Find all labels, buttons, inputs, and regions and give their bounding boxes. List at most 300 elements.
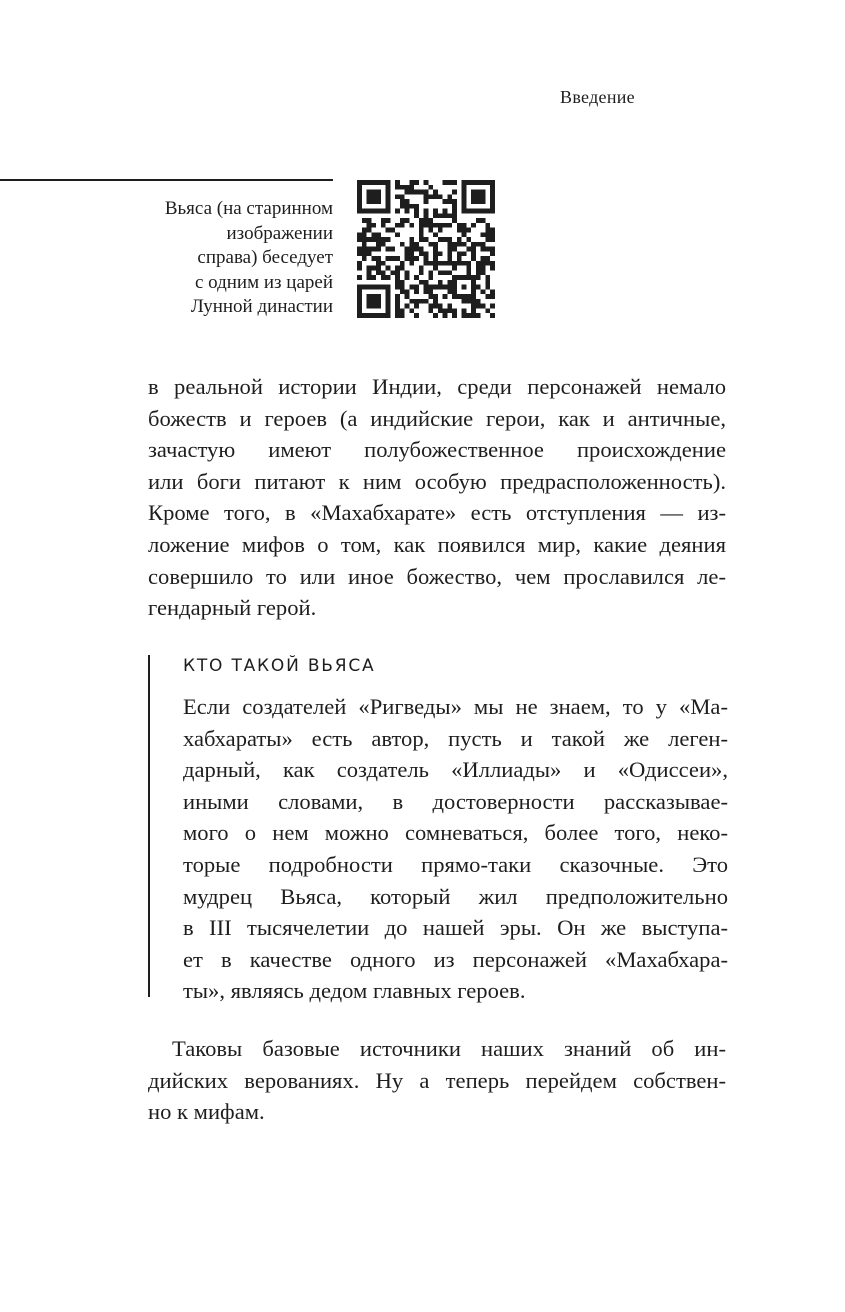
qr-module	[462, 294, 467, 299]
qr-module	[400, 261, 405, 266]
qr-module	[452, 199, 457, 204]
qr-module	[386, 294, 391, 299]
qr-module	[424, 237, 429, 242]
qr-module	[362, 237, 367, 242]
qr-module	[471, 242, 476, 247]
qr-module	[357, 199, 362, 204]
qr-module	[405, 275, 410, 280]
text-line: Таковы базовые источники наших знаний об ин-	[172, 1036, 726, 1061]
qr-module	[485, 180, 490, 185]
qr-module	[419, 247, 424, 252]
qr-module	[490, 289, 495, 294]
qr-module	[438, 194, 443, 199]
qr-module	[476, 194, 481, 199]
qr-module	[471, 194, 476, 199]
qr-module	[405, 190, 410, 195]
qr-module	[367, 270, 372, 275]
qr-module	[476, 199, 481, 204]
qr-module	[371, 237, 376, 242]
qr-module	[485, 228, 490, 233]
text-line: торые подробности прямо-таки сказочные. Это	[183, 851, 728, 877]
qr-module	[376, 304, 381, 309]
text-line: или боги питают к ним особую предрасположенность).	[148, 468, 726, 494]
qr-module	[362, 247, 367, 252]
qr-module	[405, 251, 410, 256]
qr-module	[386, 256, 391, 261]
qr-module	[381, 270, 386, 275]
qr-module	[433, 304, 438, 309]
qr-module	[481, 270, 486, 275]
qr-module	[367, 218, 372, 223]
qr-module	[362, 313, 367, 318]
qr-module	[409, 308, 414, 313]
qr-module	[481, 261, 486, 266]
qr-module	[466, 299, 471, 304]
qr-module	[357, 251, 362, 256]
qr-module	[400, 242, 405, 247]
qr-module	[414, 313, 419, 318]
qr-module	[452, 218, 457, 223]
qr-module	[438, 261, 443, 266]
text-line: хабхараты» есть автор, пусть и такой же леген-	[183, 725, 728, 751]
qr-module	[376, 247, 381, 252]
text-line: ты», являясь дедом главных героев.	[183, 978, 526, 1004]
qr-module	[452, 289, 457, 294]
qr-module	[371, 299, 376, 304]
qr-module	[471, 294, 476, 299]
qr-module	[438, 304, 443, 309]
qr-module	[405, 247, 410, 252]
qr-module	[490, 266, 495, 271]
qr-module	[438, 251, 443, 256]
qr-module	[485, 280, 490, 285]
qr-module	[447, 223, 452, 228]
qr-module	[376, 285, 381, 290]
qr-module	[386, 299, 391, 304]
qr-module	[419, 190, 424, 195]
qr-module	[409, 247, 414, 252]
qr-module	[447, 270, 452, 275]
qr-module	[471, 280, 476, 285]
qr-module	[400, 218, 405, 223]
qr-module	[490, 237, 495, 242]
qr-module	[466, 275, 471, 280]
qr-module	[485, 232, 490, 237]
caption-line: с одним из царей	[194, 271, 333, 293]
qr-module	[481, 289, 486, 294]
qr-module	[452, 213, 457, 218]
qr-module	[414, 242, 419, 247]
qr-module	[481, 247, 486, 252]
qr-module	[476, 218, 481, 223]
qr-module	[419, 280, 424, 285]
qr-module	[476, 270, 481, 275]
qr-code-icon	[357, 180, 495, 318]
qr-module	[357, 247, 362, 252]
qr-module	[438, 213, 443, 218]
qr-module	[462, 232, 467, 237]
qr-module	[405, 199, 410, 204]
qr-module	[424, 213, 429, 218]
text-line: ложение мифов о том, как появился мир, какие деяния	[148, 531, 726, 557]
qr-module	[438, 280, 443, 285]
qr-module	[462, 223, 467, 228]
qr-module	[447, 251, 452, 256]
qr-module	[371, 180, 376, 185]
qr-module	[457, 256, 462, 261]
qr-module	[386, 199, 391, 204]
qr-module	[471, 190, 476, 195]
qr-module	[443, 308, 448, 313]
qr-module	[443, 313, 448, 318]
qr-module	[481, 304, 486, 309]
qr-module	[447, 304, 452, 309]
qr-module	[390, 270, 395, 275]
qr-module	[438, 308, 443, 313]
qr-module	[395, 185, 400, 190]
qr-module	[381, 275, 386, 280]
qr-module	[405, 256, 410, 261]
qr-module	[471, 223, 476, 228]
qr-module	[481, 218, 486, 223]
qr-module	[428, 194, 433, 199]
qr-module	[447, 237, 452, 242]
qr-module	[362, 256, 367, 261]
qr-module	[357, 209, 362, 214]
qr-module	[357, 237, 362, 242]
qr-module	[357, 190, 362, 195]
qr-module	[419, 251, 424, 256]
qr-module	[381, 223, 386, 228]
qr-module	[462, 209, 467, 214]
qr-module	[386, 194, 391, 199]
qr-module	[400, 289, 405, 294]
qr-module	[428, 228, 433, 233]
qr-module	[424, 194, 429, 199]
qr-module	[433, 294, 438, 299]
qr-module	[386, 313, 391, 318]
qr-module	[386, 285, 391, 290]
qr-module	[357, 185, 362, 190]
qr-module	[457, 275, 462, 280]
qr-module	[476, 285, 481, 290]
qr-module	[424, 299, 429, 304]
qr-module	[428, 275, 433, 280]
qr-module	[490, 232, 495, 237]
qr-module	[357, 266, 362, 271]
qr-module	[414, 247, 419, 252]
qr-module	[424, 289, 429, 294]
qr-module	[490, 180, 495, 185]
qr-module	[376, 194, 381, 199]
qr-module	[367, 194, 372, 199]
qr-module	[371, 275, 376, 280]
text-line: совершило то или иное божество, чем прославился ле-	[148, 563, 726, 589]
qr-module	[395, 275, 400, 280]
text-line: ет в качестве одного из персонажей «Махабхара-	[183, 946, 728, 972]
qr-module	[367, 294, 372, 299]
qr-module	[409, 251, 414, 256]
qr-module	[362, 232, 367, 237]
qr-module	[357, 275, 362, 280]
qr-module	[476, 304, 481, 309]
sidebar-body	[183, 691, 728, 1007]
qr-module	[485, 308, 490, 313]
qr-module	[481, 232, 486, 237]
qr-module	[466, 237, 471, 242]
qr-module	[371, 247, 376, 252]
qr-module	[485, 275, 490, 280]
qr-module	[462, 204, 467, 209]
qr-module	[409, 237, 414, 242]
qr-module	[466, 180, 471, 185]
qr-module	[381, 285, 386, 290]
qr-module	[367, 223, 372, 228]
qr-module	[452, 294, 457, 299]
qr-module	[490, 228, 495, 233]
qr-module	[452, 204, 457, 209]
qr-module	[395, 294, 400, 299]
qr-module	[367, 275, 372, 280]
qr-module	[481, 266, 486, 271]
qr-module	[490, 261, 495, 266]
qr-module	[471, 299, 476, 304]
qr-module	[367, 228, 372, 233]
qr-module	[409, 190, 414, 195]
qr-module	[381, 237, 386, 242]
qr-module	[424, 218, 429, 223]
sidebar-box	[148, 655, 728, 1004]
qr-module	[443, 294, 448, 299]
qr-module	[400, 313, 405, 318]
top-rule	[0, 179, 333, 181]
qr-module	[395, 313, 400, 318]
qr-module	[433, 256, 438, 261]
qr-module	[424, 251, 429, 256]
qr-module	[395, 304, 400, 309]
qr-module	[367, 209, 372, 214]
qr-module	[447, 285, 452, 290]
qr-module	[462, 190, 467, 195]
qr-module	[428, 294, 433, 299]
qr-module	[409, 299, 414, 304]
qr-module	[476, 266, 481, 271]
qr-module	[386, 275, 391, 280]
qr-module	[357, 204, 362, 209]
qr-module	[371, 285, 376, 290]
qr-module	[371, 232, 376, 237]
qr-module	[419, 232, 424, 237]
qr-module	[409, 223, 414, 228]
qr-module	[424, 209, 429, 214]
qr-module	[424, 180, 429, 185]
qr-module	[428, 223, 433, 228]
qr-module	[457, 294, 462, 299]
qr-module	[395, 194, 400, 199]
qr-module	[457, 228, 462, 233]
qr-module	[371, 304, 376, 309]
qr-module	[471, 251, 476, 256]
qr-module	[438, 270, 443, 275]
qr-module	[381, 261, 386, 266]
qr-module	[447, 199, 452, 204]
qr-module	[433, 209, 438, 214]
qr-module	[357, 194, 362, 199]
qr-module	[443, 223, 448, 228]
qr-module	[376, 209, 381, 214]
qr-module	[381, 218, 386, 223]
qr-module	[443, 261, 448, 266]
text-line: в III тысячелетии до нашей эры. Он же выступа-	[183, 915, 728, 941]
paragraph-1	[148, 371, 726, 624]
qr-module	[457, 251, 462, 256]
qr-module	[443, 285, 448, 290]
qr-module	[376, 261, 381, 266]
qr-module	[481, 194, 486, 199]
qr-module	[476, 190, 481, 195]
qr-module	[471, 247, 476, 252]
qr-module	[362, 218, 367, 223]
caption-line: Лунной династии	[190, 296, 333, 318]
qr-module	[447, 280, 452, 285]
qr-module	[376, 232, 381, 237]
qr-module	[419, 223, 424, 228]
qr-module	[357, 180, 362, 185]
qr-module	[481, 256, 486, 261]
text-line: зачастую имеют полубожественное происхождение	[148, 437, 726, 463]
qr-module	[471, 313, 476, 318]
qr-module	[433, 285, 438, 290]
qr-module	[466, 247, 471, 252]
qr-module	[485, 261, 490, 266]
qr-module	[395, 256, 400, 261]
qr-module	[376, 256, 381, 261]
qr-module	[471, 275, 476, 280]
qr-module	[409, 185, 414, 190]
qr-module	[400, 285, 405, 290]
qr-module	[457, 242, 462, 247]
qr-module	[414, 275, 419, 280]
qr-module	[452, 242, 457, 247]
qr-module	[376, 270, 381, 275]
qr-module	[438, 228, 443, 233]
qr-module	[395, 299, 400, 304]
qr-module	[414, 304, 419, 309]
qr-module	[357, 232, 362, 237]
qr-module	[400, 308, 405, 313]
qr-module	[367, 266, 372, 271]
qr-module	[405, 270, 410, 275]
qr-module	[438, 223, 443, 228]
qr-module	[376, 313, 381, 318]
qr-module	[419, 270, 424, 275]
qr-module	[409, 242, 414, 247]
qr-module	[409, 261, 414, 266]
qr-module	[471, 308, 476, 313]
qr-module	[490, 209, 495, 214]
qr-module	[419, 218, 424, 223]
qr-module	[481, 242, 486, 247]
qr-module	[476, 299, 481, 304]
qr-module	[457, 237, 462, 242]
qr-module	[371, 313, 376, 318]
qr-module	[367, 190, 372, 195]
qr-module	[371, 266, 376, 271]
qr-module	[471, 285, 476, 290]
qr-module	[424, 261, 429, 266]
qr-module	[357, 285, 362, 290]
qr-module	[367, 199, 372, 204]
qr-module	[462, 180, 467, 185]
text-line: мудрец Вьяса, который жил предположительно	[183, 883, 728, 909]
qr-module	[419, 237, 424, 242]
qr-module	[400, 194, 405, 199]
qr-module	[447, 213, 452, 218]
qr-module	[490, 247, 495, 252]
text-line: дийских верованиях. Ну а теперь перейдем собствен-	[148, 1067, 726, 1093]
qr-module	[362, 285, 367, 290]
qr-module	[414, 180, 419, 185]
qr-module	[381, 209, 386, 214]
qr-module	[471, 180, 476, 185]
qr-module	[357, 294, 362, 299]
qr-module	[462, 199, 467, 204]
qr-module	[462, 251, 467, 256]
qr-module	[409, 285, 414, 290]
qr-module	[466, 266, 471, 271]
qr-module	[471, 199, 476, 204]
qr-module	[471, 209, 476, 214]
qr-module	[381, 180, 386, 185]
qr-module	[414, 256, 419, 261]
qr-module	[376, 190, 381, 195]
text-line: дарный, как создатель «Иллиады» и «Одиссеи»,	[183, 757, 728, 783]
qr-module	[447, 289, 452, 294]
qr-module	[443, 213, 448, 218]
qr-module	[405, 185, 410, 190]
qr-module	[371, 190, 376, 195]
qr-module	[371, 199, 376, 204]
qr-module	[428, 218, 433, 223]
qr-module	[433, 223, 438, 228]
qr-module	[414, 204, 419, 209]
qr-module	[481, 180, 486, 185]
qr-module	[428, 185, 433, 190]
qr-module	[367, 251, 372, 256]
qr-module	[462, 261, 467, 266]
qr-module	[457, 223, 462, 228]
qr-module	[376, 180, 381, 185]
qr-module	[452, 280, 457, 285]
text-line: в реальной истории Индии, среди персонажей немало	[148, 374, 726, 399]
text-line: но к мифам.	[148, 1099, 265, 1125]
qr-module	[452, 247, 457, 252]
qr-module	[367, 304, 372, 309]
qr-module	[452, 190, 457, 195]
qr-module	[395, 223, 400, 228]
qr-module	[443, 237, 448, 242]
qr-module	[395, 285, 400, 290]
caption-line: справа) беседует	[197, 247, 333, 269]
qr-module	[386, 308, 391, 313]
qr-module	[395, 308, 400, 313]
qr-module	[395, 266, 400, 271]
qr-module	[400, 199, 405, 204]
figure-caption	[100, 197, 333, 320]
qr-module	[395, 280, 400, 285]
qr-module	[485, 237, 490, 242]
qr-module	[386, 228, 391, 233]
